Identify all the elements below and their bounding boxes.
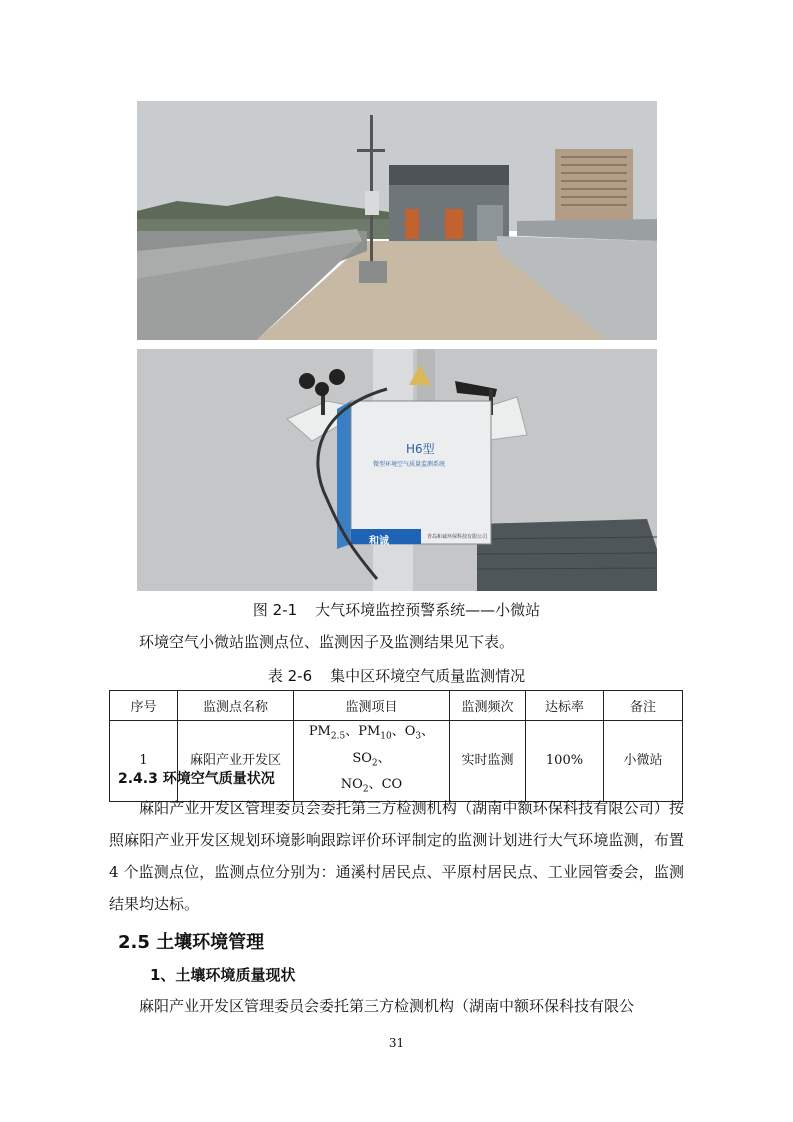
table-header-cell: 监测点名称 (178, 691, 294, 721)
table-header-cell: 监测项目 (294, 691, 450, 721)
page-number: 31 (388, 1036, 405, 1050)
monitoring-items-cell: $PM_{2.5}$、$PM_{10}$、$O_3$、$SO_2$、 $NO_2$、CO (294, 721, 450, 802)
table-header-cell: 备注 (604, 691, 683, 721)
table-header-cell: 监测频次 (450, 691, 526, 721)
device-manufacturer-label: 青岛和诚环保科技有限公司 (427, 534, 488, 540)
figure-caption (0, 599, 793, 620)
table-label: 表 2-6 (267, 667, 313, 685)
figure-label: 图 2-1 (252, 601, 298, 619)
table-title: 集中区环境空气质量监测情况 (330, 667, 526, 685)
table-header-cell: 达标率 (526, 691, 604, 721)
note-cell: 小微站 (604, 721, 683, 802)
air-quality-paragraph: 麻阳产业开发区管理委员会委托第三方检测机构（湖南中额环保科技有限公司）按照麻阳产业开发区规划环境影响跟踪评价环评制定的监测计划进行大气环境监测，布置 4 个监测点位，监测点位分别为：通溪村居民点、平原村居民点、工业园管委会，监测结果均达标。 (109, 799, 684, 913)
micro-station-device-photo (137, 349, 657, 591)
device-model-label: H6型 (406, 442, 435, 456)
soil-paragraph: 麻阳产业开发区管理委员会委托第三方检测机构（湖南中额环保科技有限公 (139, 997, 635, 1015)
intro-paragraph: 环境空气小微站监测点位、监测因子及监测结果见下表。 (139, 633, 515, 651)
section-heading-2-4-3: 2.4.3 环境空气质量状况 (118, 771, 275, 787)
site-name-cell: 麻阳产业开发区 (178, 721, 294, 802)
table-row (110, 721, 683, 802)
row-number-cell: 1 (110, 721, 178, 802)
rooftop-station-photo (137, 101, 657, 340)
device-subtitle-label: 微型环境空气质量监测系统 (373, 461, 446, 468)
table-header-row (110, 691, 683, 721)
frequency-cell: 实时监测 (450, 721, 526, 802)
table-header-cell: 序号 (110, 691, 178, 721)
device-brand-label: 和诚 (369, 536, 389, 547)
table-caption (0, 665, 793, 686)
section-heading-2-5: 2.5 土壤环境管理 (118, 932, 265, 953)
subsection-heading-soil-status: 1、土壤环境质量现状 (150, 966, 296, 984)
compliance-rate-cell: 100% (526, 721, 604, 802)
figure-title: 大气环境监控预警系统——小微站 (315, 601, 541, 619)
